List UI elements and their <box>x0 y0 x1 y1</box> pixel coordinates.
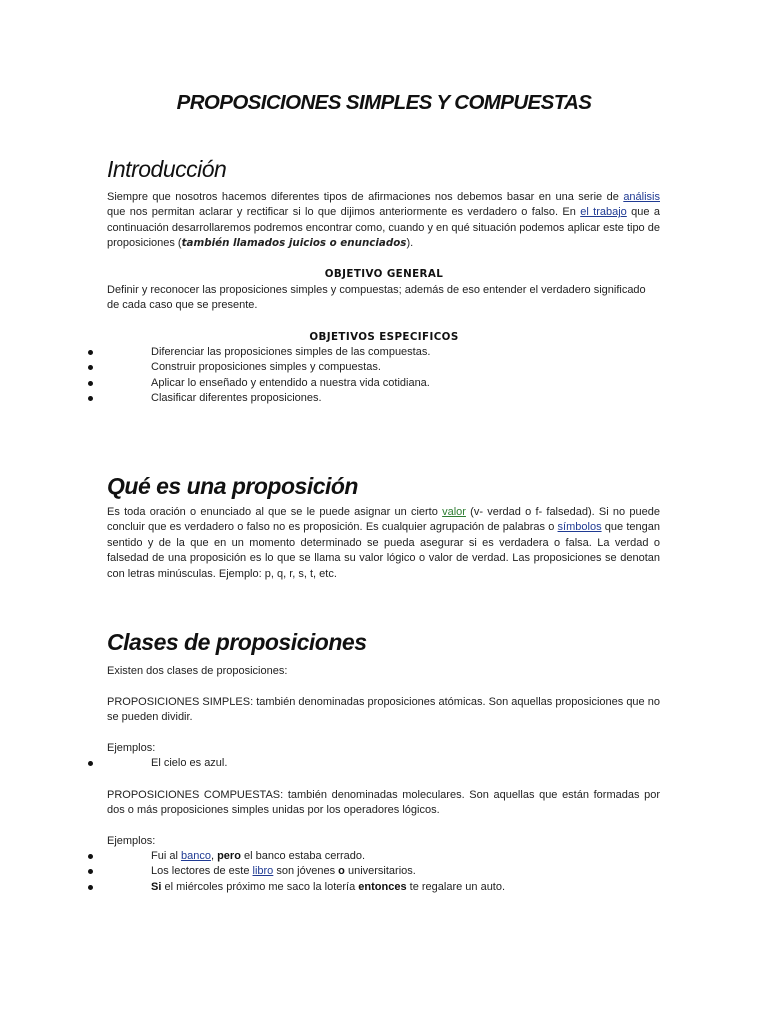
link-valor[interactable]: valor <box>442 506 466 518</box>
list-item-text: Aplicar lo enseñado y entendido a nuestra vida cotidiana. <box>151 376 430 389</box>
bullet-icon <box>88 396 93 401</box>
heading-introduccion: Introducción <box>107 156 227 182</box>
ejemplos-label-1: Ejemplos: <box>107 742 156 754</box>
example-text: te regalare un auto. <box>409 880 506 893</box>
heading-objetivos-especificos: OBJETIVOS ESPECIFICOS <box>309 331 459 343</box>
intro-text-4: ). <box>406 237 414 250</box>
list-item <box>0 376 430 391</box>
list-item <box>0 391 430 406</box>
link-el-trabajo[interactable]: el trabajo <box>580 206 627 219</box>
logical-operator: o <box>338 865 345 878</box>
logical-operator: pero <box>217 850 241 862</box>
link-libro[interactable]: libro <box>252 865 274 878</box>
bullet-icon <box>88 350 93 355</box>
intro-emphasis: también llamados juicios o enunciados <box>181 237 407 250</box>
bullet-icon <box>88 381 93 386</box>
list-item <box>0 345 430 360</box>
heading-objetivo-general: OBJETIVO GENERAL <box>324 268 444 280</box>
ejemplos-label-2: Ejemplos: <box>107 835 156 847</box>
objetivo-general-text: Definir y reconocer las proposiciones simples y compuestas; además de eso entender el verdadero significado de cada caso que se presente. <box>107 284 646 312</box>
example-text: Fui al <box>151 850 178 862</box>
example-text: el miércoles próximo me saco la lotería <box>164 880 356 893</box>
compuestas-paragraph: PROPOSICIONES COMPUESTAS: también denominadas moleculares. Son aquellas que están formadas por dos o más proposiciones simples unidas por los operadores lógicos. <box>107 789 660 817</box>
objetivos-list <box>0 345 430 407</box>
example-text: Los lectores de este <box>151 865 250 878</box>
simple-examples-list <box>0 756 227 771</box>
list-item-text: Diferenciar las proposiciones simples de las compuestas. <box>151 346 431 358</box>
bullet-icon <box>88 885 93 890</box>
list-item <box>0 360 430 375</box>
list-item-text: El cielo es azul. <box>151 757 228 769</box>
link-simbolos[interactable]: símbolos <box>557 521 602 534</box>
clases-intro: Existen dos clases de proposiciones: <box>107 665 288 677</box>
example-text: el banco estaba cerrado. <box>243 850 366 862</box>
link-banco[interactable]: banco <box>180 850 211 862</box>
list-item <box>0 880 505 895</box>
example-text: universitarios. <box>347 865 416 878</box>
intro-text-2: que nos permitan aclarar y rectificar si lo que dijimos anteriormente es verdadero o falso. En <box>107 206 576 219</box>
bullet-icon <box>88 869 93 874</box>
bullet-icon <box>88 761 93 766</box>
intro-text-1: Siempre que nosotros hacemos diferentes tipos de afirmaciones nos debemos basar en una serie de <box>107 191 619 203</box>
heading-clases-de-proposiciones: Clases de proposiciones <box>107 629 367 655</box>
intro-paragraph <box>107 190 660 252</box>
bullet-icon <box>88 365 93 370</box>
list-item-text: Construir proposiciones simples y compuestas. <box>151 361 381 374</box>
link-analisis[interactable]: análisis <box>623 191 660 203</box>
bullet-icon <box>88 854 93 859</box>
logical-operator: Si <box>151 880 162 893</box>
list-item <box>0 756 227 771</box>
document-title: PROPOSICIONES SIMPLES Y COMPUESTAS <box>176 91 592 114</box>
que-es-paragraph <box>107 505 660 582</box>
example-text: , <box>210 850 215 862</box>
list-item <box>0 864 505 879</box>
que-es-text-1: Es toda oración o enunciado al que se le puede asignar un cierto <box>107 506 438 518</box>
heading-que-es-una-proposicion: Qué es una proposición <box>107 473 358 499</box>
intro-text-3: que a continuación desarrollaremos podremos encontrar como, cuando y en qué situación podemos aplicar este tipo de proposiciones ( <box>107 206 660 250</box>
simples-paragraph: PROPOSICIONES SIMPLES: también denominadas proposiciones atómicas. Son aquellas proposiciones que no se pueden dividir. <box>107 696 660 724</box>
list-item <box>0 849 505 864</box>
que-es-text-2: (v- verdad o f- falsedad). Si no puede concluir que es verdadero o falso no es proposición. Es cualquier agrupación de palabras o <box>107 506 660 534</box>
example-text: son jóvenes <box>276 865 336 878</box>
compound-examples-list <box>0 849 505 895</box>
logical-operator: entonces <box>358 880 407 893</box>
list-item-text: Clasificar diferentes proposiciones. <box>151 392 322 405</box>
que-es-text-3: que tengan sentido y de la que en un momento determinado se pueda asegurar si es verdadera o falsa. La verdad o falsedad de una proposición es lo que se llama su valor lógico o valor de verdad. Las proposiciones se denotan con letras minúsculas. Ejemplo: p, q, r, s, t, etc. <box>107 521 661 580</box>
